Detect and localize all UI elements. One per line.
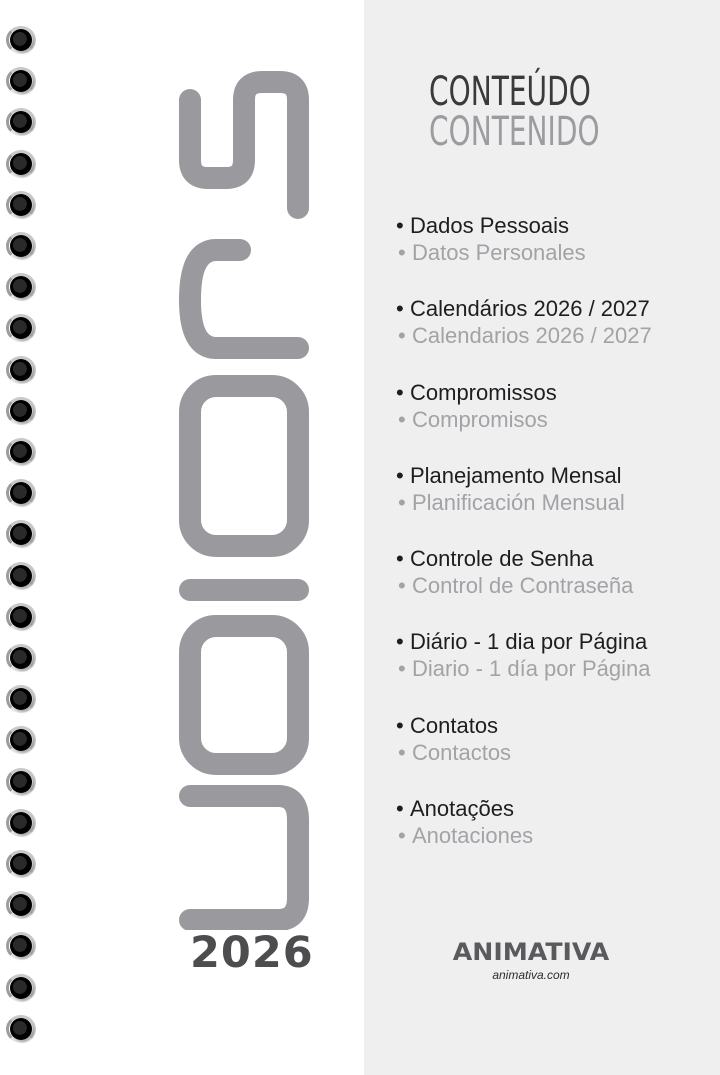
logo-letter-c: [190, 796, 298, 920]
spiral-hole: [10, 647, 32, 669]
bullet: •: [398, 240, 406, 265]
bullet: •: [398, 656, 406, 682]
bullet: •: [396, 629, 404, 655]
spiral-hole: [10, 812, 32, 834]
toc-item: [396, 212, 716, 295]
spiral-hole: [10, 1018, 32, 1040]
brand-url: animativa.com: [492, 968, 570, 982]
toc-item-es: Diario - 1 día por Página: [412, 656, 651, 682]
bullet: •: [396, 462, 404, 488]
spiral-hole: [10, 400, 32, 422]
logo-letter-r: [190, 250, 298, 348]
bullet: •: [396, 796, 404, 822]
spiral-hole: [10, 194, 32, 216]
spiral-hole: [10, 153, 32, 175]
toc-item: [396, 462, 716, 545]
spiral-ring: [6, 850, 38, 878]
toc-item-pt: Controle de Senha: [410, 546, 594, 572]
spiral-hole: [10, 29, 32, 51]
logo-letter-o-2: [190, 626, 298, 764]
spiral-ring: [6, 397, 38, 425]
toc-item: [396, 628, 716, 711]
bullet: •: [398, 823, 406, 849]
bullet: •: [396, 379, 404, 405]
spiral-ring: [6, 644, 38, 672]
spiral-hole: [10, 853, 32, 875]
bullet: •: [398, 573, 406, 599]
brand-logo: ANIMATIVA: [452, 938, 610, 966]
colors-logo: [170, 60, 320, 930]
toc-item-es: Calendarios 2026 / 2027: [412, 323, 652, 349]
spiral-hole: [10, 359, 32, 381]
contents-heading-es: CONTENIDO: [429, 109, 600, 155]
toc-item-pt: Compromissos: [410, 379, 557, 405]
spiral-ring: [6, 356, 38, 384]
bullet: •: [396, 546, 404, 572]
spiral-ring: [6, 685, 38, 713]
spiral-ring: [6, 768, 38, 796]
bullet: •: [396, 213, 404, 238]
toc-item-pt: Dados Pessoais: [410, 213, 569, 238]
spiral-ring: [6, 726, 38, 754]
logo-letter-o-1: [190, 386, 298, 546]
toc-item-pt: Diário - 1 dia por Página: [410, 629, 648, 655]
spiral-ring: [6, 891, 38, 919]
spiral-hole: [10, 977, 32, 999]
spiral-hole: [10, 771, 32, 793]
toc-item-es: Planificación Mensual: [412, 489, 625, 515]
toc-item-es: Anotaciones: [412, 823, 534, 849]
contents-heading-pt: CONTEÚDO: [429, 69, 591, 115]
spiral-hole: [10, 606, 32, 628]
bullet: •: [396, 712, 404, 738]
cover-year: 2026: [190, 928, 314, 978]
bullet: •: [396, 296, 404, 322]
spiral-ring: [6, 232, 38, 260]
spiral-ring: [6, 67, 38, 95]
spiral-ring: [6, 150, 38, 178]
spiral-ring: [6, 562, 38, 590]
logo-letter-s: [190, 82, 298, 208]
toc-item-pt: Contatos: [410, 712, 499, 738]
spiral-ring: [6, 314, 38, 342]
spiral-hole: [10, 565, 32, 587]
toc-item-es: Control de Contraseña: [412, 573, 634, 599]
toc-item: [396, 712, 716, 795]
toc-item: [396, 379, 716, 462]
bullet: •: [398, 323, 406, 349]
spiral-ring: [6, 932, 38, 960]
table-of-contents: [396, 212, 716, 878]
toc-item-es: Datos Personales: [412, 240, 586, 265]
toc-item-pt: Calendários 2026 / 2027: [410, 296, 650, 322]
spiral-ring: [6, 974, 38, 1002]
toc-item: [396, 295, 716, 378]
spiral-ring: [6, 520, 38, 548]
spiral-hole: [10, 441, 32, 463]
spiral-hole: [10, 235, 32, 257]
toc-item-pt: Planejamento Mensal: [410, 462, 622, 488]
spiral-ring: [6, 273, 38, 301]
toc-item-es: Contactos: [412, 739, 512, 765]
bullet: •: [398, 489, 406, 515]
spiral-ring: [6, 1015, 38, 1043]
bullet: •: [398, 406, 406, 432]
spiral-ring: [6, 26, 38, 54]
spiral-ring: [6, 603, 38, 631]
toc-item: [396, 545, 716, 628]
spiral-ring: [6, 438, 38, 466]
spiral-ring: [6, 479, 38, 507]
spiral-ring: [6, 191, 38, 219]
bullet: •: [398, 739, 406, 765]
spiral-ring: [6, 809, 38, 837]
toc-item: [396, 795, 716, 878]
toc-item-es: Compromisos: [412, 406, 548, 432]
toc-item-pt: Anotações: [410, 796, 514, 822]
spiral-ring: [6, 108, 38, 136]
